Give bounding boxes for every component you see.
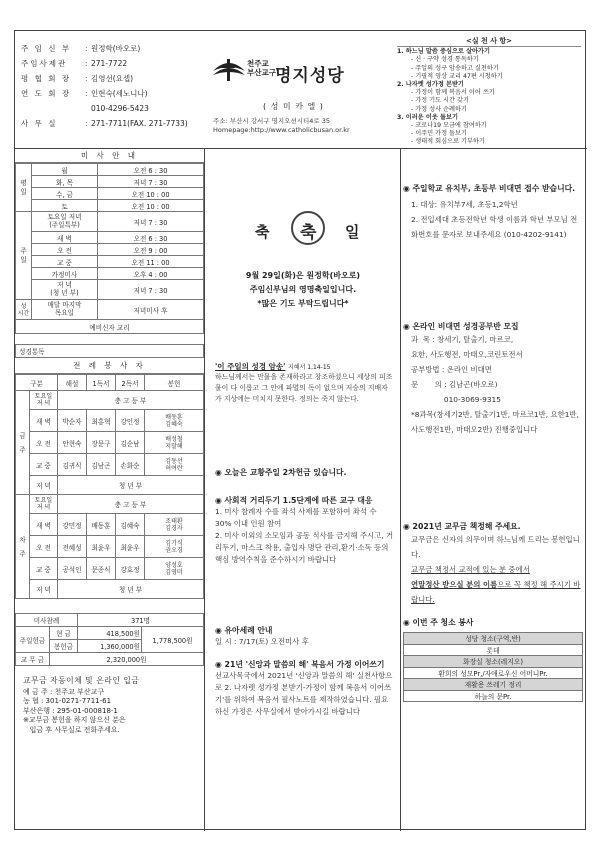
info-key: 주임사제관 — [21, 59, 68, 68]
address: 주소: 부산시 강서구 명지오션시티4로 35 — [213, 117, 331, 125]
server-slot: 오 전 — [30, 432, 58, 454]
practice-heading: 2. 나자렛 성가정 본받기 — [397, 81, 464, 89]
mass-time: 오전 9 : 00 — [98, 244, 204, 256]
server-slot: 새 벽 — [30, 410, 58, 432]
mass-title: 미 사 안 내 — [15, 149, 204, 163]
server-name: 전혜성 — [58, 536, 87, 558]
server-name: 최윤우 — [87, 536, 116, 558]
address-block — [213, 117, 350, 135]
mass-schedule-table — [15, 163, 204, 334]
cong-char: 축 — [300, 223, 317, 243]
gyomu-label: 교 무 금 — [16, 653, 50, 666]
notice-text: 선교사목국에서 2021년 '신앙과 말씀의 해' 실천사항으로 2. 나자렛 성가정 본받기-가정이 함께 복음서 이어쓰기'를 위하여 복음서 필사노트를 제작하였습니다. 필요하신 가정은 사무실에서 받아가시길 바랍니다 — [215, 671, 393, 716]
mass-time: 저녁 7 : 30 — [98, 280, 204, 300]
attendance-value: 371명 — [78, 614, 204, 627]
sunday-label: 주 일 — [16, 212, 32, 300]
server-group: 충 고 등 부 — [58, 495, 204, 514]
bank-line: 부산은행 : 295-01-000818-1 — [23, 706, 118, 715]
bank-title: 교무금 자동이체 및 온라인 입금 — [23, 676, 140, 685]
server-name: 배성철 지말해 — [145, 432, 204, 454]
server-name: 김동선 허여란 — [145, 454, 204, 476]
practice-item: - 가정이 함께 복음서 이어 쓰기 — [411, 89, 495, 97]
feast-line: 9월 29일(화)은 원정학(바오로) — [245, 271, 361, 280]
server-name: 안현숙 — [58, 432, 87, 454]
col-header: 해설 — [58, 375, 87, 391]
bank-line: 입금 후 사무실로 전화주세요. — [23, 725, 120, 734]
offering-total: 1,778,500원 — [142, 627, 204, 653]
church-patron: ( 성 미 카 엘 ) — [263, 102, 324, 111]
practice-item: - 가정 성사 순례하기 — [411, 105, 467, 113]
mass-slot: 저 녁 (청 년 부) — [32, 280, 98, 300]
mass-slot: 오 전 — [32, 244, 98, 256]
server-name: 조태환 김경자 — [145, 514, 204, 536]
header — [15, 31, 587, 149]
notice-title: ◉ 이번 주 청소 봉사 — [403, 618, 474, 627]
bible-ref: 지혜서 1,14-15 — [288, 364, 331, 371]
mass-time: 오전 6 : 30 — [98, 232, 204, 244]
server-name: 공석인 — [58, 558, 87, 580]
mass-day: 수, 금 — [32, 188, 98, 200]
bible-text: 하느님께서는 만물을 존재하라고 창조하셨으니 세상의 피조물이 다 이롭고 그 안에 파멸의 독이 없으며 저승의 지배자가 지상에는 미치지 못한다. 정의는 죽지 않는다. — [215, 373, 393, 403]
info-key: 연 도 회 장 — [21, 89, 72, 98]
notice-gospel-writing — [215, 659, 395, 718]
bible-reading-label: 성경통독 — [16, 345, 204, 358]
next-week-label: 차 주 — [16, 495, 30, 599]
server-name: 문종식 — [87, 558, 116, 580]
mass-time: 오전 11 : 00 — [98, 256, 204, 268]
mass-slot: 새 벽 — [32, 232, 98, 244]
right-column — [401, 149, 587, 831]
envelope-value: 1,360,000원 — [78, 640, 142, 653]
cleaning-table — [403, 632, 583, 702]
notice-text: 2. 전입세대 초등전학년 학생 이름과 학년 부모님 전화번호를 문자로 보내주세요 (010-4202-9141) — [411, 215, 578, 239]
info-value: 인현숙(세노니나) — [91, 89, 148, 98]
bank-info — [15, 666, 204, 745]
logo-text — [247, 59, 276, 77]
info-key: 평 협 회 장 — [21, 74, 72, 83]
cleaning-value: 하늘의 문Pr. — [404, 690, 583, 702]
server-name: 배동훈 김혜숙 — [145, 410, 204, 432]
practice-item: - 가정 기도 시간 갖기 — [411, 97, 469, 105]
server-group: 충 고 등 부 — [58, 391, 204, 410]
cleaning-header: 화장실 청소(레지오) — [404, 656, 583, 668]
bank-line: ※교무금 봉헌을 하지 않으신 분은 — [23, 716, 126, 724]
church-info: 주 임 신 부 : 원정학(바오로) 주임사제관 : 271-7722 평 협 회 장 : 김영선(요셉) 연 도 회 장 : 인현숙(세노니나) 010-4296-5423 사 무 실 : 271-7711(FAX. 271-7733) — [21, 41, 211, 131]
notice-text: 교무금 책정서 교적에 있는 분 중에서 — [411, 565, 530, 574]
congratulations — [227, 201, 387, 261]
server-name: 양성호 김영미 — [145, 558, 204, 580]
bible-memorize — [215, 361, 393, 405]
cleaning-header: 성당 청소(구역,반) — [404, 633, 583, 645]
mass-time: 오전 10 : 00 — [98, 200, 204, 212]
notice-title: ◉ 온라인 비대면 성경공부반 모집 — [403, 322, 519, 331]
server-name: 강효정 — [116, 558, 145, 580]
practice-heading: 1. 하느님 말씀 중심으로 살아가기 — [397, 48, 490, 56]
middle-column — [205, 149, 401, 831]
holy-hour-label: 성 시간 — [16, 300, 32, 320]
notice-title: ◉ 사회적 거리두기 1.5단계에 따른 교구 대응 — [215, 496, 373, 505]
mass-slot: 토요일 저녁 (주일특부) — [32, 212, 98, 232]
col-header: 1독서 — [87, 375, 116, 391]
server-name: 최홍혁 — [87, 410, 116, 432]
practice-item: - 기필적 영상 교리 47편 시청하기 — [411, 72, 503, 80]
info-value: 010-4296-5423 — [91, 104, 149, 113]
server-name: 장문구 — [87, 432, 116, 454]
server-slot: 새 벽 — [30, 514, 58, 536]
practice-title: <실 천 사 항> — [397, 37, 581, 47]
notice-bible-study — [403, 321, 583, 437]
mass-day: 월 — [32, 164, 98, 176]
notice-gyomu — [403, 521, 583, 607]
feast-notice — [205, 269, 401, 311]
info-value: 원정학(바오로) — [91, 44, 141, 53]
practice-item: - 생태적 회심으로 기부하기 — [411, 138, 485, 146]
notice-text: 요한, 사도행전, 마태오,코린토전서 — [411, 350, 523, 359]
server-name: 최윤우 — [116, 536, 145, 558]
envelope-label: 봉헌금 — [50, 640, 78, 653]
notice-title: ◉ 주일학교 유치부, 초등부 비대면 접수 받습니다. — [403, 184, 576, 193]
offering-label: 주일헌금 — [16, 627, 50, 653]
notice-text: 으로 꼭 책정 해 주시기 바랍니다. — [411, 580, 581, 604]
catechumen-class: 예비신자 교리 — [16, 320, 204, 334]
bible-reading-row — [15, 344, 204, 358]
server-slot: 저 녁 — [30, 580, 58, 599]
weekday-label: 평 일 — [16, 164, 32, 212]
mass-day: 토 — [32, 200, 98, 212]
notice-text: 2. 미사 이외의 소모임과 공동 식사를 금지해 주시고, 거리두기, 마스크 착용, 출입자 명단 관리,환기·소독 등의 핵심 방역수칙을 준수하시기 바랍니다 — [215, 531, 394, 564]
finance-table — [15, 613, 204, 666]
bulletin-page — [14, 30, 586, 830]
server-name: 강민정 — [58, 514, 87, 536]
info-value: 271-7722 — [91, 59, 128, 68]
notice-text: 010-3069-9315 — [411, 395, 501, 404]
practice-heading: 3. 이러운 이웃 돌보기 — [397, 113, 458, 121]
notice-highlight: 연말정산 받으실 분의 이름 — [411, 580, 498, 589]
server-name: 김혜숙 — [116, 514, 145, 536]
cong-char: 축 — [255, 223, 270, 241]
busan-diocese-logo-icon — [211, 55, 247, 83]
practice-item: - 코로나19 모금에 참여하기 — [411, 122, 487, 130]
mass-time: 오전 10 : 00 — [98, 188, 204, 200]
info-key: 사 무 실 — [21, 119, 58, 128]
notice-title: ◉ 유아세례 안내 — [215, 626, 273, 635]
server-slot: 오 전 — [30, 536, 58, 558]
cash-label: 현 금 — [50, 627, 78, 640]
server-slot: 토요일 저 녁 — [30, 495, 58, 514]
mass-slot: 가정미사 — [32, 268, 98, 280]
notice-text: 교무금은 신자의 의무이며 하느님께 드리는 봉헌입니다. — [411, 535, 580, 559]
mass-time: 오전 6 : 30 — [98, 164, 204, 176]
logo-catholic: 천주교 — [247, 59, 269, 68]
server-slot: 교 중 — [30, 454, 58, 476]
feast-line: 주임신부님의 영명축일입니다. — [249, 285, 357, 294]
servers-table — [15, 374, 204, 599]
mass-time: 저녁 7 : 30 — [98, 212, 204, 232]
notice-text: 문 의 : 김남곤(바오로) — [411, 380, 498, 389]
info-value: 김영선(요셉) — [91, 74, 134, 83]
server-name: 박순자 — [58, 410, 87, 432]
notice-text: 일 시 : 7/17(토) 오전미사 후 — [215, 637, 309, 646]
bible-title: '이 주일의 성경 암송' — [215, 362, 286, 371]
cash-value: 418,500원 — [78, 627, 142, 640]
cleaning-header: 재활용 쓰레기 정리 — [404, 679, 583, 691]
server-name: 강인정 — [116, 410, 145, 432]
this-week-label: 금 주 — [16, 391, 30, 495]
notice-title: ◉ 21년 '신앙과 말씀의 해' 복음서 가정 이어쓰기 — [215, 660, 385, 669]
notice-title: ◉ 2021년 교무금 책정해 주세요. — [403, 522, 521, 531]
notice-text: 과 목 : 창세기, 탈출기, 마르코, — [411, 335, 514, 344]
server-name: 손화순 — [116, 454, 145, 476]
server-slot: 교 중 — [30, 558, 58, 580]
attendance-label: 미사참례 — [16, 614, 78, 627]
server-name: 배동훈 — [87, 514, 116, 536]
server-slot: 토요일 저 녁 — [30, 391, 58, 410]
feast-line: *많은 기도 부탁드립니다* — [257, 299, 349, 308]
bank-line: 농 협 : 301-0271-7711-61 — [23, 697, 112, 705]
cleaning-value: 롯데 — [404, 644, 583, 656]
col-header: 봉헌 — [145, 375, 204, 391]
server-name: 김귀식 — [58, 454, 87, 476]
gyomu-value: 2,320,000원 — [50, 653, 204, 666]
notice-distancing — [215, 495, 395, 566]
cong-char: 일 — [345, 223, 360, 241]
server-name: 김남곤 — [87, 454, 116, 476]
notice-text: 1. 미사 참례자 수를 좌석 사제를 포함하여 좌석 수 30% 이내 인원 참여 — [215, 507, 377, 528]
server-name: 김순남 — [116, 432, 145, 454]
notice-text: 공부방법 : 온라인 비대면 — [411, 365, 492, 374]
homepage: Homepage:http://www.catholicbusan.or.kr — [213, 126, 350, 134]
practice-item: - 주일의 성구 암송하고 실천하기 — [411, 64, 499, 72]
notice-baptism — [215, 625, 395, 648]
server-slot: 저 녁 — [30, 476, 58, 495]
holy-hour-day: 매달 마지막 목요일 — [32, 300, 98, 320]
church-name: 명지성당 — [275, 66, 345, 86]
info-value: 271-7711(FAX. 271-7733) — [91, 119, 188, 128]
notice-text: *8과목(창세기2반, 탈출기1반, 마르코1반, 요한1반, 사도행전1반, 마태오2반) 진행중입니다 — [411, 410, 579, 434]
practice-list — [397, 37, 581, 147]
cleaning-value: 환희의 성모Pr,/자애로우신 어머니Pr. — [404, 667, 583, 679]
notice-text: 1. 대상: 유치부7세, 초등1,2학년 — [411, 200, 518, 209]
cleaning-duty — [403, 617, 583, 702]
practice-item: - 신 · 구약 성경 통독하기 — [411, 56, 479, 64]
info-key: 주 임 신 부 — [21, 44, 72, 53]
holy-hour-time: 저녁미사 후 — [98, 300, 204, 320]
server-group: 청 년 부 — [58, 580, 204, 599]
practice-item: - 이주민 가정 돌보기 — [411, 130, 467, 138]
notice-sunday-school — [403, 181, 583, 242]
notice-pope-sunday: ◉ 오늘은 교황주일 2차헌금 있습니다. — [215, 468, 347, 477]
bank-line: 예 금 주 : 천주교 부산교구 — [23, 687, 105, 696]
logo-diocese: 부산교구 — [247, 68, 276, 77]
mass-day: 화, 목 — [32, 176, 98, 188]
left-column — [15, 149, 205, 831]
col-header: 구분 — [16, 375, 58, 391]
mass-slot: 교 중 — [32, 256, 98, 268]
server-name: 김기식 권오경 — [145, 536, 204, 558]
mass-time: 저녁 7 : 30 — [98, 176, 204, 188]
col-header: 2독서 — [116, 375, 145, 391]
server-group: 청 년 부 — [58, 476, 204, 495]
mass-time: 오후 4 : 00 — [98, 268, 204, 280]
servers-title: 전 례 봉 사 자 — [15, 358, 204, 374]
